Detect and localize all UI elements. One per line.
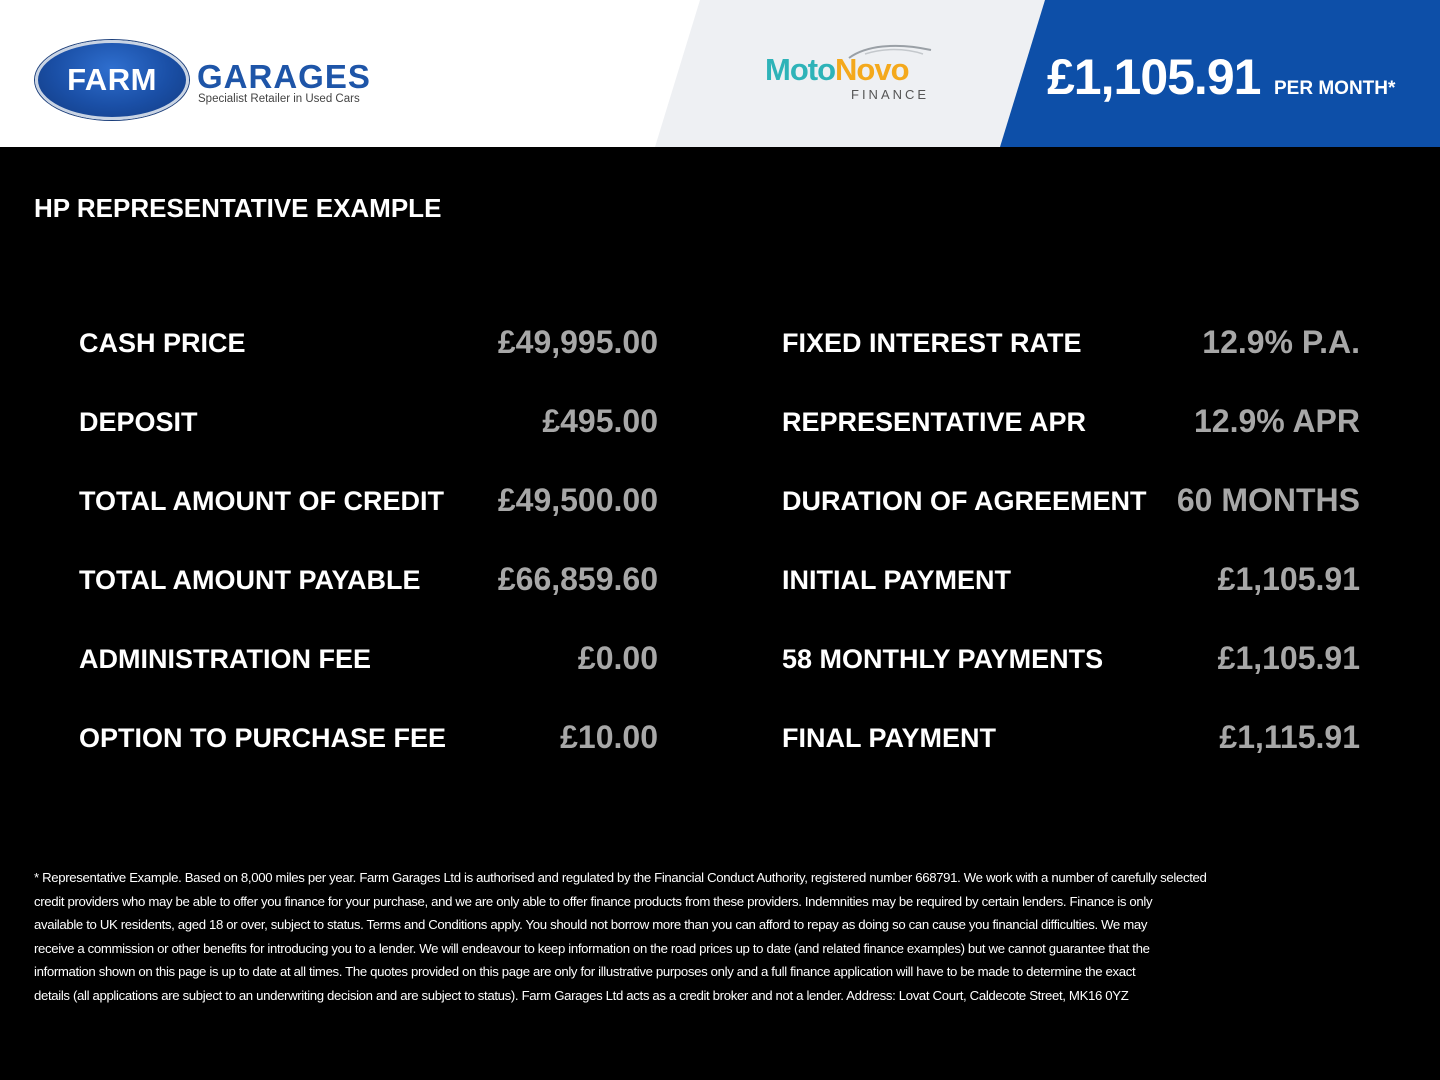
dealer-tagline: Specialist Retailer in Used Cars bbox=[198, 93, 360, 105]
disclaimer-line: information shown on this page is up to date at all times. The quotes provided on this page are only for illustrative purposes only and a full finance application will have to be made to determine the exact bbox=[34, 964, 1136, 980]
row-label: CASH PRICE bbox=[79, 328, 246, 358]
motonovo-logo-novo: Novo bbox=[835, 52, 909, 87]
row-label: DURATION OF AGREEMENT bbox=[782, 486, 1147, 516]
row-label: TOTAL AMOUNT OF CREDIT bbox=[79, 486, 444, 516]
section-title: HP REPRESENTATIVE EXAMPLE bbox=[34, 193, 442, 223]
motonovo-finance-label: FINANCE bbox=[851, 87, 930, 102]
disclaimer-line: receive a commission or other benefits for introducing you to a lender. We will endeavour to keep information on the road prices up to date (and related finance examples) but we cannot guarantee that the bbox=[34, 940, 1150, 956]
monthly-payment-amount: £1,105.91 bbox=[1047, 49, 1261, 105]
row-value: £10.00 bbox=[560, 719, 658, 755]
row-label: FIXED INTEREST RATE bbox=[782, 328, 1082, 358]
row-value: £0.00 bbox=[577, 640, 658, 676]
disclaimer-line: details (all applications are subject to an underwriting decision and are subject to status). Farm Garages Ltd acts as a credit broker and not a lender. Address: Lovat Court, Caldecote Street, MK16 0YZ bbox=[34, 987, 1129, 1003]
row-value: £66,859.60 bbox=[497, 561, 658, 597]
per-month-label: PER MONTH* bbox=[1274, 78, 1396, 99]
motonovo-logo-moto: Moto bbox=[765, 52, 836, 87]
row-value: 60 MONTHS bbox=[1176, 482, 1360, 518]
row-value: £1,105.91 bbox=[1217, 561, 1360, 597]
row-label: FINAL PAYMENT bbox=[782, 723, 997, 753]
row-label: INITIAL PAYMENT bbox=[782, 565, 1012, 595]
row-label: DEPOSIT bbox=[79, 407, 198, 437]
farm-logo-text: FARM bbox=[67, 62, 157, 97]
row-label: 58 MONTHLY PAYMENTS bbox=[782, 644, 1104, 674]
disclaimer-line: * Representative Example. Based on 8,000 miles per year. Farm Garages Ltd is authorised and regulated by the Financial Conduct Authority, registered number 668791. We work with a number of carefully selected bbox=[34, 870, 1207, 885]
row-value: 12.9% P.A. bbox=[1202, 324, 1360, 360]
row-value: £495.00 bbox=[542, 403, 658, 439]
header-banner bbox=[0, 0, 1440, 147]
row-value: £49,500.00 bbox=[497, 482, 658, 518]
row-label: TOTAL AMOUNT PAYABLE bbox=[79, 565, 421, 595]
row-label: OPTION TO PURCHASE FEE bbox=[79, 723, 447, 753]
motonovo-logo bbox=[765, 52, 909, 88]
farm-logo-oval bbox=[35, 40, 189, 120]
row-value: £1,115.91 bbox=[1219, 719, 1360, 755]
row-label: REPRESENTATIVE APR bbox=[782, 407, 1087, 437]
row-value: 12.9% APR bbox=[1194, 403, 1360, 439]
row-value: £49,995.00 bbox=[497, 324, 658, 360]
dealer-name: GARAGES bbox=[197, 58, 371, 95]
row-label: ADMINISTRATION FEE bbox=[79, 644, 371, 674]
disclaimer-line: available to UK residents, aged 18 or over, subject to status. Terms and Conditions apply. You should not borrow more than you can afford to repay as doing so can cause you financial difficulties. We may bbox=[34, 917, 1148, 933]
row-value: £1,105.91 bbox=[1217, 640, 1360, 676]
disclaimer-line: credit providers who may be able to offer you finance for your purchase, and we are only able to offer finance products from these providers. Indemnities may be required by certain lenders. Finance is only bbox=[34, 893, 1153, 909]
disclaimer-text bbox=[34, 866, 1244, 1008]
